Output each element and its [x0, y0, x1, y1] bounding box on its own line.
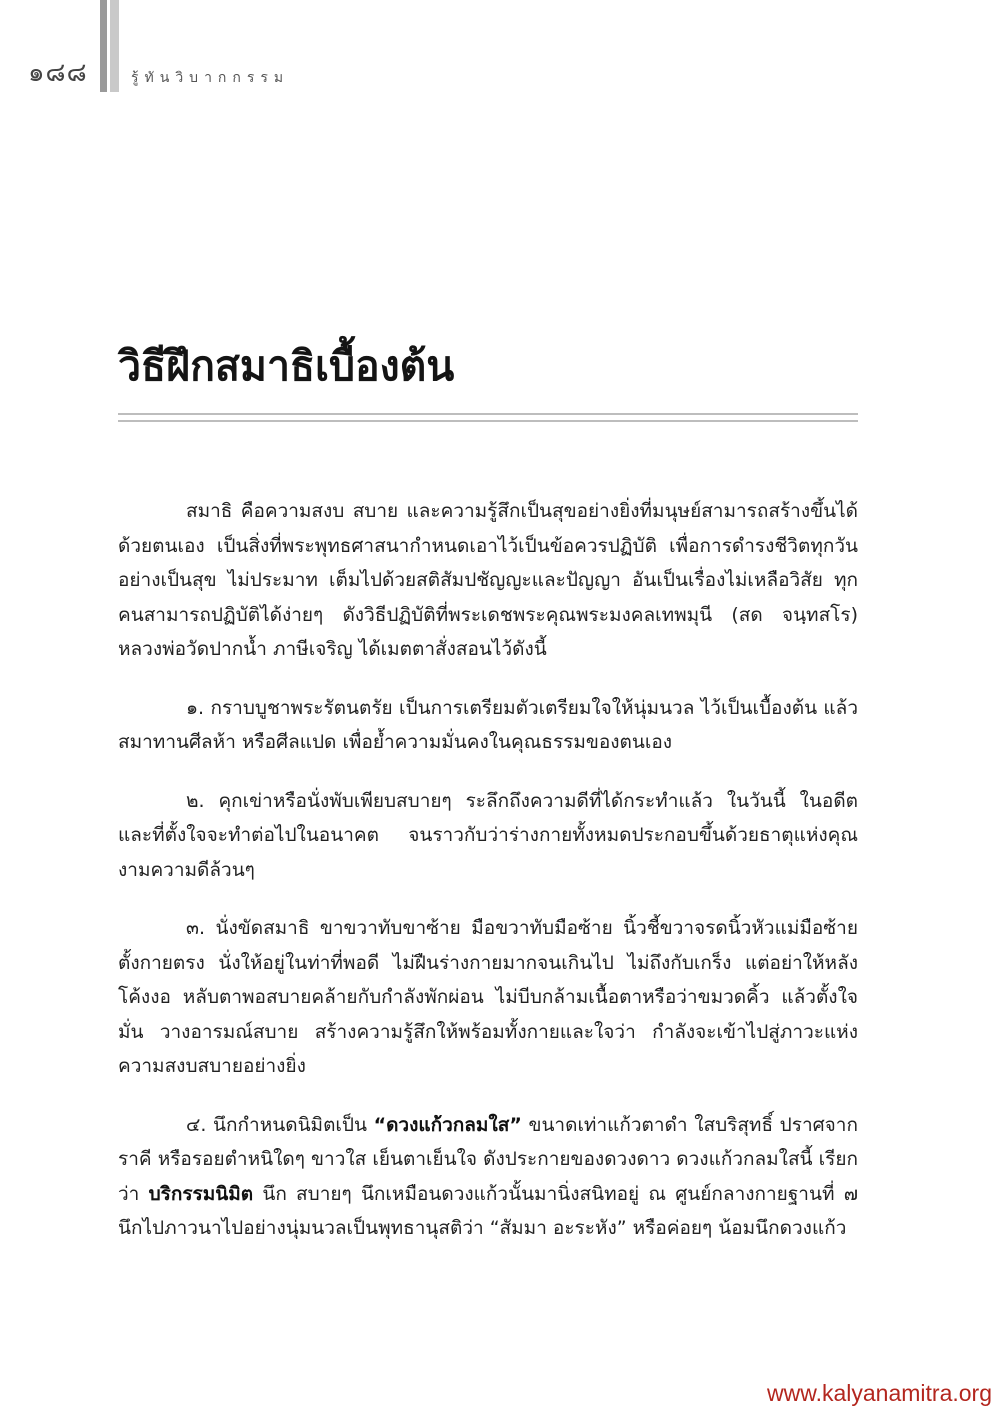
title-rule — [118, 413, 858, 422]
step-4-bold-preparatory-image: บริกรรมนิมิต — [148, 1182, 254, 1205]
step-4-text-c: นึก สบายๆ นึกเหมือนดวงแก้วนั้นมานิ่งสนิทอยู่ ณ ศูนย์กลางกายฐานที่ ๗ นึกไปภาวนาไปอย่างนุ่มนวลเป็นพุทธานุสติว่า “สัมมา อะระหัง” หรือค่อยๆ น้อมนึกดวงแก้ว — [118, 1182, 858, 1239]
header-bar-light — [110, 0, 119, 92]
header-bar-dark — [100, 0, 107, 92]
body-text — [118, 494, 858, 1270]
paragraph-intro: สมาธิ คือความสงบ สบาย และความรู้สึกเป็นสุขอย่างยิ่งที่มนุษย์สามารถสร้างขึ้นได้ด้วยตนเอง เป็นสิ่งที่พระพุทธศาสนากำหนดเอาไว้เป็นข้อควรปฏิบัติ เพื่อการดำรงชีวิตทุกวันอย่างเป็นสุข ไม่ประมาท เต็มไปด้วยสติสัมปชัญญะและปัญญา อันเป็นเรื่องไม่เหลือวิสัย ทุกคนสามารถปฏิบัติได้ง่ายๆ ดังวิธีปฏิบัติที่พระเดชพระคุณพระมงคลเทพมุนี (สด จนฺทสโร) หลวงพ่อวัดปากน้ำ ภาษีเจริญ ได้เมตตาสั่งสอนไว้ดังนี้ — [118, 500, 858, 660]
paragraph-step-1: ๑. กราบบูชาพระรัตนตรัย เป็นการเตรียมตัวเตรียมใจให้นุ่มนวล ไว้เป็นเบื้องต้น แล้วสมาทานศีลห้า หรือศีลแปด เพื่อย้ำความมั่นคงในคุณธรรมของตนเอง — [118, 696, 858, 753]
running-header: รู้ทันวิบากกรรม — [131, 70, 290, 86]
step-4-bold-crystal-sphere: “ดวงแก้วกลมใส” — [373, 1113, 522, 1136]
step-4-text-a: ๔. นึกกำหนดนิมิตเป็น — [186, 1113, 374, 1136]
paragraph-step-4 — [118, 1108, 858, 1246]
website-link[interactable]: www.kalyanamitra.org — [767, 1380, 992, 1406]
paragraph-step-3: ๓. นั่งขัดสมาธิ ขาขวาทับขาซ้าย มือขวาทับมือซ้าย นิ้วชี้ขวาจรดนิ้วหัวแม่มือซ้าย ตั้งกายตรง นั่งให้อยู่ในท่าที่พอดี ไม่ฝืนร่างกายมากจนเกินไป ไม่ถึงกับเกร็ง แต่อย่าให้หลังโค้งงอ หลับตาพอสบายคล้ายกับกำลังพักผ่อน ไม่บีบกล้ามเนื้อตาหรือว่าขมวดคิ้ว แล้วตั้งใจมั่น วางอารมณ์สบาย สร้างความรู้สึกให้พร้อมทั้งกายและใจว่า กำลังจะเข้าไปสู่ภาวะแห่งความสงบสบายอย่างยิ่ง — [118, 917, 858, 1077]
chapter-title: วิธีฝึกสมาธิเบื้องต้น — [118, 342, 455, 390]
step-4-text-b: ขนาดเท่าแก้วตาดำ ใสบริสุทธิ์ ปราศจากราคี หรือรอยตำหนิใดๆ ขาวใส เย็นตาเย็นใจ ดังประกายของดวงดาว ดวงแก้วกลมใสนี้ เรียกว่า — [118, 1113, 858, 1205]
page-number: ๑๘๘ — [28, 58, 88, 88]
paragraph-step-2: ๒. คุกเข่าหรือนั่งพับเพียบสบายๆ ระลึกถึงความดีที่ได้กระทำแล้ว ในวันนี้ ในอดีต และที่ตั้งใจจะทำต่อไปในอนาคต จนราวกับว่าร่างกายทั้งหมดประกอบขึ้นด้วยธาตุแห่งคุณงามความดีล้วนๆ — [118, 789, 858, 881]
